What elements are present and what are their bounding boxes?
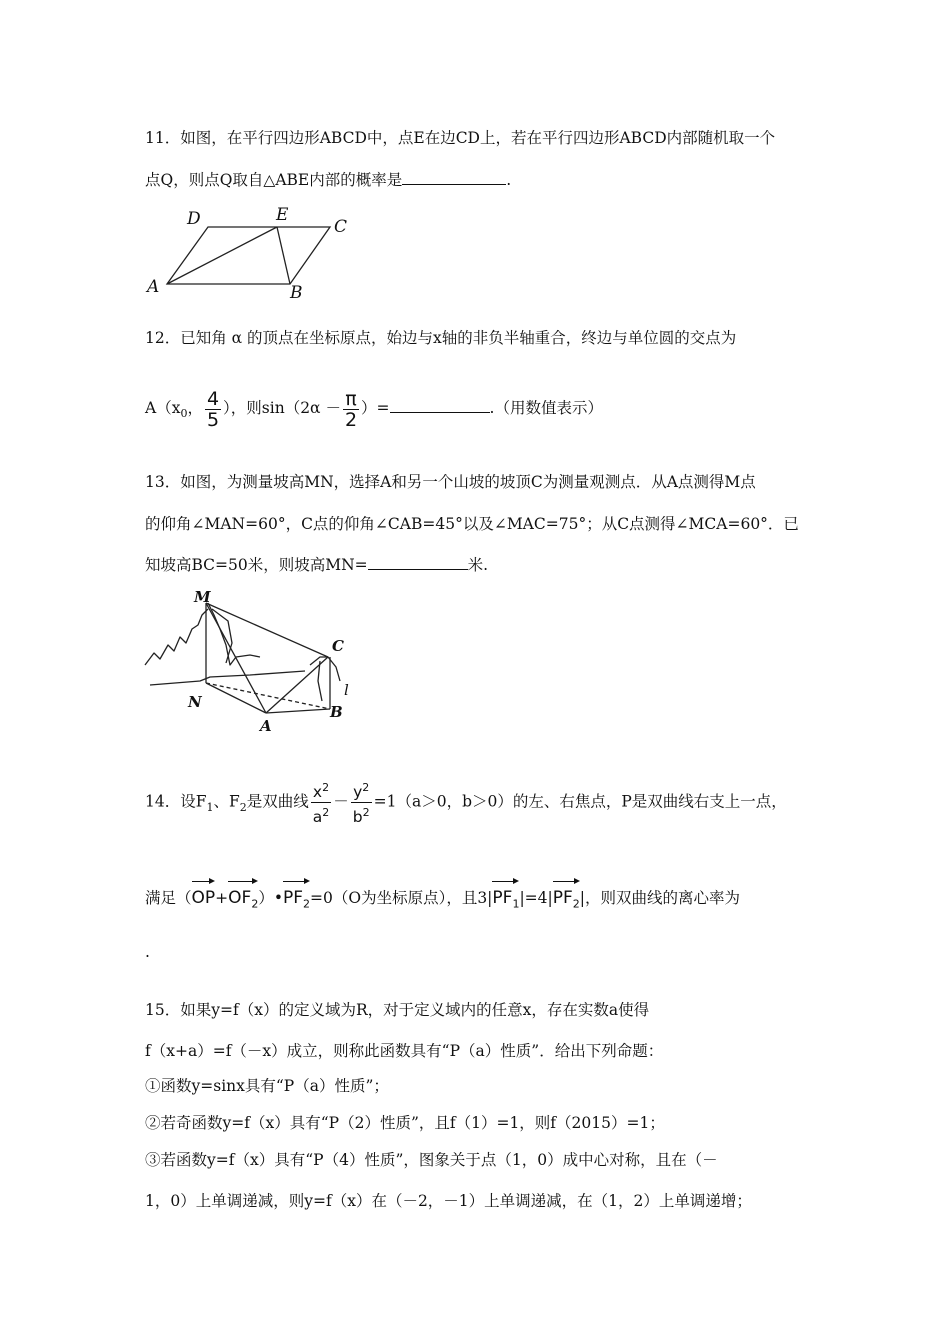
q14-f2: 、F (213, 792, 240, 811)
q15-line1: 15．如果y=f（x）的定义域为R，对于定义域内的任意x，存在实数a使得 (145, 1001, 650, 1019)
q13-label-a: A (260, 717, 272, 735)
q12-frac2-denominator: 2 (344, 408, 358, 431)
q14-line3: . (145, 943, 150, 961)
q14-frac1-num: x (312, 783, 323, 802)
q14-line1 (145, 778, 787, 827)
q14-vector-of2-sub: 2 (251, 897, 259, 911)
q13-ground-line (150, 671, 305, 685)
q14-vector-pf2-second (553, 884, 580, 918)
q12-point-a: A（x (145, 399, 181, 417)
q14-minus: － (333, 792, 349, 811)
q12-end: .（用数值表示） (489, 399, 603, 417)
q14-f2-subscript: 2 (239, 800, 247, 814)
q12-equals: ）= (361, 399, 390, 417)
q14-frac2-num: y (353, 783, 363, 802)
q14-frac2-num-exp: 2 (362, 781, 370, 794)
q13-line3 (145, 555, 488, 575)
q14-vector-pf2b-text: PF (552, 888, 573, 908)
q15-line2: f（x+a）=f（－x）成立，则称此函数具有“P（a）性质”．给出下列命题： (145, 1042, 664, 1060)
q13-label-l: l (344, 681, 349, 699)
q13-answer-blank (368, 555, 468, 570)
q11-end: . (506, 171, 512, 189)
q14-vector-op (192, 884, 216, 912)
q13-segment-ma (206, 603, 266, 713)
q11-segment-eb (277, 227, 290, 284)
q11-segment-ae (167, 227, 277, 284)
q11-parallelogram-abcd (167, 227, 330, 284)
q14-frac1-den-exp: 2 (322, 806, 330, 820)
q11-parallelogram-figure (140, 200, 360, 302)
q12-line1: 12．已知角 α 的顶点在坐标原点，始边与x轴的非负半轴重合，终边与单位圆的交点为 (145, 329, 737, 347)
q14-line2 (145, 884, 740, 918)
q13-slope-figure (140, 585, 360, 735)
q11-line1: 11．如图，在平行四边形ABCD中，点E在边CD上，若在平行四边形ABCD内部随机取一个 (145, 129, 776, 147)
q14-frac1-den: a (312, 808, 323, 827)
q13-label-m: M (194, 588, 211, 606)
q14-hyperbola-text: 是双曲线 (246, 792, 309, 811)
q12-sin-text: ），则sin（2α － (223, 399, 341, 417)
q14-question: |，则双曲线的离心率为 (579, 889, 740, 907)
q12-answer-blank (390, 398, 490, 413)
q13-segment-ab (266, 709, 330, 713)
q11-label-e: E (276, 205, 289, 225)
q14-f1-subscript: 1 (206, 800, 214, 814)
q14-vector-of2-text: OF (228, 888, 252, 908)
q12-x-subscript: 0 (180, 407, 188, 421)
q13-text: 知坡高BC=50米，则坡高MN= (145, 556, 368, 574)
q13-unit: 米. (467, 556, 489, 574)
q14-vector-pf2-text: PF (282, 888, 304, 908)
q14-frac1-num-exp: 2 (322, 781, 330, 794)
q12-comma: ， (187, 399, 203, 417)
q14-conditions: =1（a＞0，b＞0）的左、右焦点，P是双曲线右支上一点， (373, 792, 787, 811)
q13-mountain-outline (145, 609, 208, 665)
q13-segment-na (206, 683, 266, 713)
q14-zero-text: =0（O为坐标原点），且3| (310, 889, 493, 907)
q12-fraction-4-5 (205, 389, 221, 430)
q14-ratio: |=4| (519, 889, 553, 907)
q11-label-d: D (187, 209, 201, 229)
q14-fraction-x2-a2 (311, 778, 332, 827)
q13-label-c: C (332, 637, 344, 655)
q11-label-b: B (290, 283, 303, 302)
q13-label-b: B (330, 703, 343, 721)
q13-line2: 的仰角∠MAN=60°，C点的仰角∠CAB=45°以及∠MAC=75°；从C点测得∠MCA=60°．已 (145, 515, 799, 533)
q14-frac2-den-exp: 2 (362, 806, 370, 820)
q12-line2 (145, 386, 603, 430)
q11-answer-blank (402, 170, 506, 185)
q14-vector-pf1-sub: 1 (512, 897, 520, 911)
q12-frac2-numerator: π (345, 387, 357, 410)
q13-hill-c-face (318, 661, 322, 701)
q15-item1: ①函数y=sinx具有“P（a）性质”； (145, 1077, 389, 1095)
q14-vector-op-text: OP (191, 888, 216, 908)
q14-fraction-y2-b2 (351, 778, 372, 827)
q14-vector-of2 (228, 884, 258, 918)
q13-segment-nb-dashed (206, 683, 330, 709)
q11-label-a: A (147, 277, 160, 297)
q12-frac1-denominator: 5 (206, 408, 220, 431)
q14-intro: 14．设F (145, 792, 207, 811)
q12-fraction-pi-2 (343, 389, 359, 430)
q11-line2 (145, 170, 511, 190)
q13-label-n: N (188, 693, 202, 711)
q13-segment-mc (206, 603, 328, 657)
q14-vector-pf2 (283, 884, 310, 918)
q15-item3-line2: 1，0）上单调递减，则y=f（x）在（－2，－1）上单调递减，在（1，2）上单调递增； (145, 1192, 752, 1210)
q11-label-c: C (334, 217, 348, 237)
q14-satisfy: 满足（ (145, 889, 192, 907)
q14-vector-pf2-sub: 2 (303, 897, 311, 911)
q11-text: 点Q，则点Q取自△ABE内部的概率是 (145, 171, 403, 189)
q14-vector-pf2b-sub: 2 (572, 897, 580, 911)
q14-vector-pf1-text: PF (492, 888, 513, 908)
q15-item3-line1: ③若函数y=f（x）具有“P（4）性质”，图象关于点（1，0）成中心对称，且在（－ (145, 1151, 718, 1169)
q13-line1: 13．如图，为测量坡高MN，选择A和另一个山坡的坡顶C为测量观测点．从A点测得M点 (145, 473, 756, 491)
q14-plus: + (215, 889, 229, 907)
q14-vector-pf1 (492, 884, 519, 918)
q12-frac1-numerator: 4 (206, 387, 220, 410)
q14-frac2-den: b (352, 808, 363, 827)
q14-dot: ）• (258, 889, 283, 907)
q15-item2: ②若奇函数y=f（x）具有“P（2）性质”，且f（1）=1，则f（2015）=1； (145, 1114, 665, 1132)
